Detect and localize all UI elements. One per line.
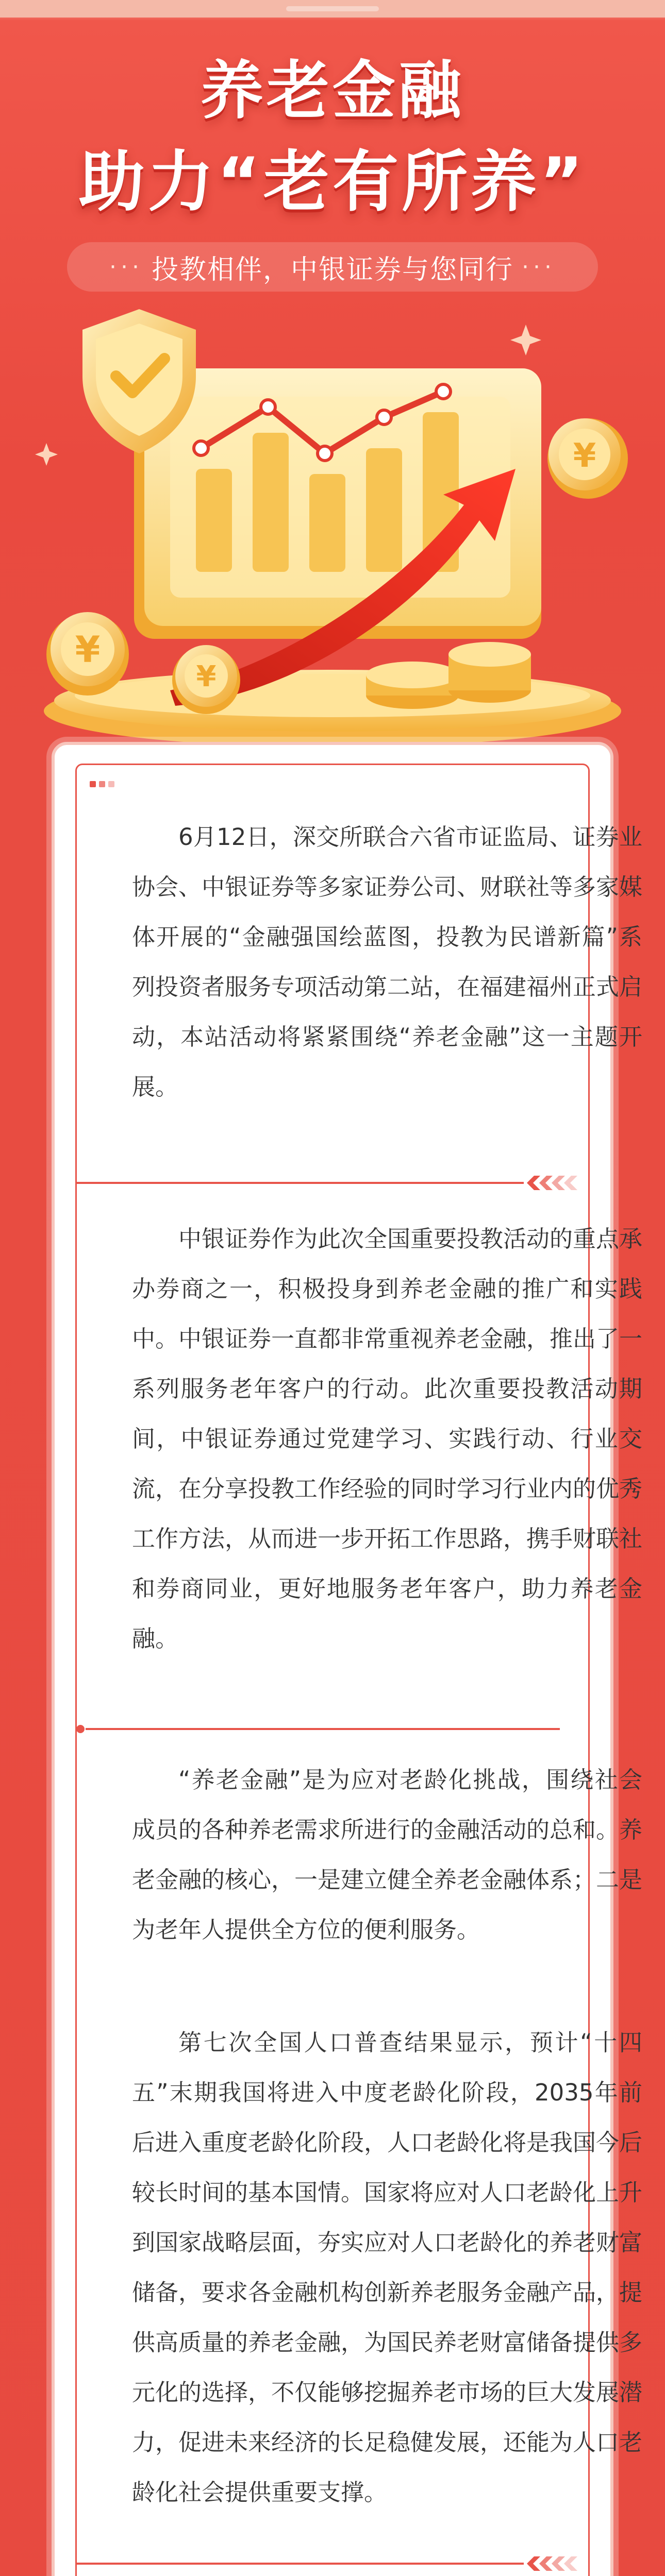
top-pill xyxy=(286,6,379,11)
hero-title-line1: 养老金融 xyxy=(201,54,464,127)
coin-symbol-2: ¥ xyxy=(196,660,217,693)
subtitle-text: 投教相伴，中银证券与您同行 xyxy=(151,254,513,285)
article-paragraph-4: 第七次全国人口普查结果显示，预计“十四五”末期我国将进入中度老龄化阶段，2035年前后进入重度老龄化阶段，人口老龄化将是我国今后较长时间的基本国情。国家将应对人口老龄化上升到国家战略层面，夯实应对人口老龄化的养老财富储备，要求各金融机构创新养老服务金融产品，提供高质量的养老金融，为国民养老财富储备提供多元化的选择，不仅能够挖掘养老市场的巨大发展潜力，促进未来经济的长足稳健发展，还能为人口老龄化社会提供重要支撑。 xyxy=(132,2029,643,2506)
article-card xyxy=(52,742,643,2576)
hero-illustration xyxy=(0,299,665,752)
subtitle-bar xyxy=(67,242,598,292)
coin-symbol-3: ¥ xyxy=(573,437,596,475)
divider-3 xyxy=(75,2548,596,2576)
chevron-divider-icon xyxy=(527,1176,577,1190)
hero-title-line2: 助力“老有所养” xyxy=(78,144,587,221)
coin-icon xyxy=(172,645,240,714)
coin-icon xyxy=(547,418,628,499)
divider-1 xyxy=(75,1167,596,1198)
article-paragraph-3: “养老金融”是为应对老龄化挑战，围绕社会成员的各种养老需求所进行的金融活动的总和。养老金融的核心，一是建立健全养老金融体系；二是为老年人提供全方位的便利服务。 xyxy=(132,1766,643,1943)
divider-2 xyxy=(75,1714,596,1744)
coin-icon xyxy=(46,612,129,696)
article-paragraph-1: 6月12日，深交所联合六省市证监局、证券业协会、中银证券等多家证券公司、财联社等多家媒体开展的“金融强国绘蓝图，投教为民谱新篇”系列投资者服务专项活动第二站，在福建福州正式启动，本站活动将紧紧围绕“养老金融”这一主题开展。 xyxy=(132,823,643,1100)
subtitle-dots-right: ··· xyxy=(522,253,556,280)
corner-marks-icon xyxy=(90,781,121,802)
subtitle-dots-left: ··· xyxy=(109,253,143,280)
coin-stack-icon xyxy=(366,642,531,709)
coin-symbol-1: ¥ xyxy=(75,629,101,671)
chevron-divider-icon xyxy=(527,2556,577,2571)
top-strip xyxy=(0,0,665,18)
article-paragraph-2: 中银证券作为此次全国重要投教活动的重点承办券商之一，积极投身到养老金融的推广和实践中。中银证券一直都非常重视养老金融，推出了一系列服务老年客户的行动。此次重要投教活动期间，中银证券通过党建学习、实践行动、行业交流，在分享投教工作经验的同时学习行业内的优秀工作方法，从而进一步开拓工作思路，携手财联社和券商同业，更好地服务老年客户，助力养老金融。 xyxy=(132,1225,643,1652)
